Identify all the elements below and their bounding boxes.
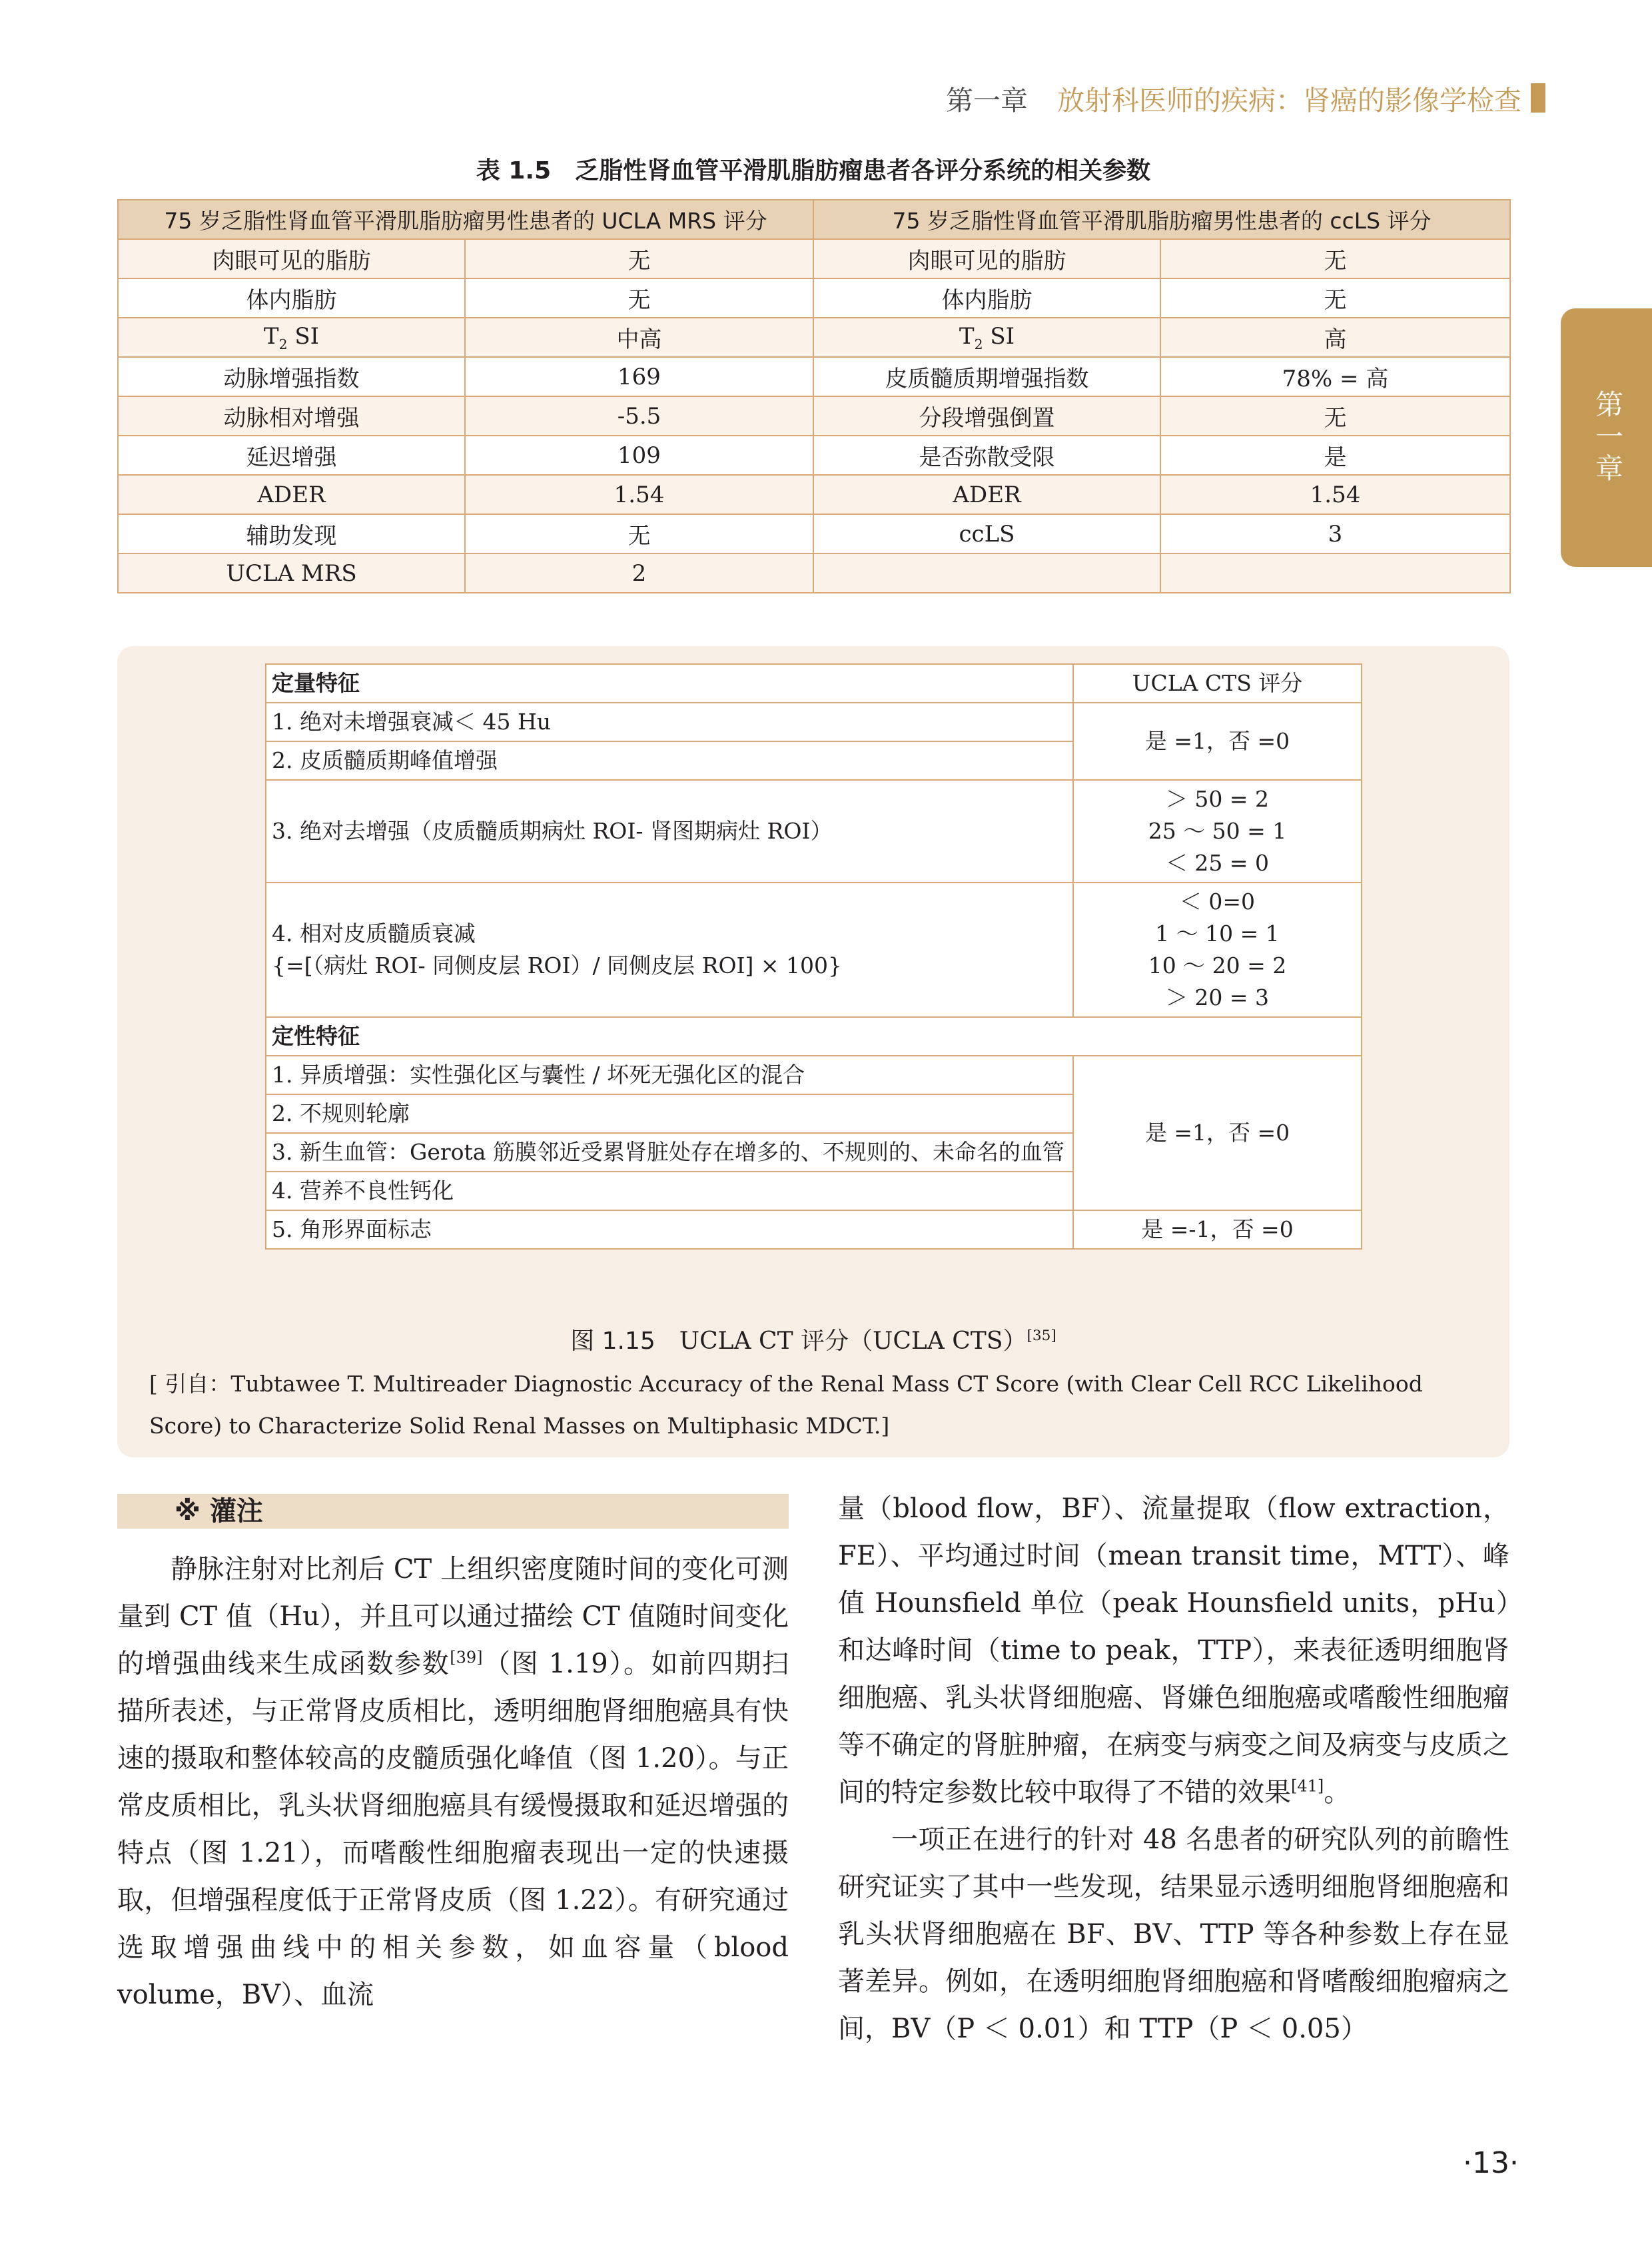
figure-ref: [35] xyxy=(1027,1327,1056,1344)
score-cell: 是 =1，否 =0 xyxy=(1073,1056,1362,1210)
header-title: 放射科医师的疾病：肾癌的影像学检查 xyxy=(1057,84,1521,117)
table-cell: 高 xyxy=(1160,318,1510,357)
right-column xyxy=(838,1485,1509,2053)
table-row xyxy=(118,278,1510,318)
table-row xyxy=(118,514,1510,554)
table-cell: 肉眼可见的脂肪 xyxy=(813,239,1160,278)
feature-cell: 2. 不规则轮廓 xyxy=(266,1094,1073,1133)
feature-cell: 3. 绝对去增强（皮质髓质期病灶 ROI- 肾图期病灶 ROI） xyxy=(266,780,1073,883)
table-cell: 无 xyxy=(465,239,813,278)
feature-cell: 2. 皮质髓质期峰值增强 xyxy=(266,741,1073,780)
page-number: ·13· xyxy=(1463,2146,1519,2180)
table-cell: 无 xyxy=(1160,278,1510,318)
table-row xyxy=(266,883,1362,1017)
table-cell: 169 xyxy=(465,357,813,396)
section-heading: ※ 灌注 xyxy=(117,1494,789,1529)
table-row xyxy=(266,1056,1362,1094)
table-cell: 3 xyxy=(1160,514,1510,554)
table-row xyxy=(118,239,1510,278)
table-cell: UCLA MRS xyxy=(118,554,465,593)
table-row xyxy=(266,703,1362,741)
table-right-header: 75 岁乏脂性肾血管平滑肌脂肪瘤男性患者的 ccLS 评分 xyxy=(813,200,1510,239)
table-cell: 无 xyxy=(1160,396,1510,436)
table-cell: 109 xyxy=(465,436,813,475)
table-cell xyxy=(813,554,1160,593)
paragraph: 量（blood flow，BF）、流量提取（flow extraction，FE）、平均通过时间（mean transit time，MTT）、峰值 Hounsfield 单位（peak Hounsfield units，pHu）和达峰时间（time to peak，TTP），来表征透明细胞肾细胞癌、乳头状肾细胞癌、肾嫌色细胞癌或嗜酸性细胞瘤等不确定的肾脏肿瘤，在病变与病变之间及病变与皮质之间的特定参数比较中取得了不错的效果[41]。 xyxy=(838,1493,1509,1808)
table-row xyxy=(118,475,1510,514)
table-cell: -5.5 xyxy=(465,396,813,436)
feature-cell: 1. 绝对未增强衰减＜ 45 Hu xyxy=(266,703,1073,741)
table-cell: 体内脂肪 xyxy=(813,278,1160,318)
table-caption: 表 1.5 乏脂性肾血管平滑肌脂肪瘤患者各评分系统的相关参数 xyxy=(476,157,1151,185)
table-cell: 1.54 xyxy=(465,475,813,514)
table-cell: 是 xyxy=(1160,436,1510,475)
figure-number: 图 1.15 xyxy=(570,1327,655,1355)
table-row xyxy=(118,396,1510,436)
table-row xyxy=(118,357,1510,396)
qualitative-header: 定性特征 xyxy=(266,1017,1362,1056)
header-chapter: 第一章 xyxy=(946,84,1028,117)
table-cell: 肉眼可见的脂肪 xyxy=(118,239,465,278)
table-cell: 体内脂肪 xyxy=(118,278,465,318)
table-row xyxy=(266,1017,1362,1056)
table-cell-t2si: $T_2$ SI xyxy=(813,318,1160,357)
figure-title: UCLA CT 评分（UCLA CTS） xyxy=(655,1327,1027,1355)
table-cell: 2 xyxy=(465,554,813,593)
figure-citation: [ 引自：Tubtawee T. Multireader Diagnostic Accuracy of the Renal Mass CT Score (with Clear Cell RCC Likelihood Score) to Characterize Solid Renal Masses on Multiphasic MDCT.] xyxy=(149,1371,1423,1439)
ucla-cts-table xyxy=(265,663,1362,1250)
score-header: UCLA CTS 评分 xyxy=(1073,664,1362,703)
table-cell: 动脉相对增强 xyxy=(118,396,465,436)
table-row xyxy=(266,1210,1362,1249)
table-cell-t2si: $T_2$ SI xyxy=(118,318,465,357)
left-column xyxy=(117,1546,789,2019)
feature-cell: 4. 营养不良性钙化 xyxy=(266,1172,1073,1210)
feature-cell: 5. 角形界面标志 xyxy=(266,1210,1073,1249)
table-cell: ccLS xyxy=(813,514,1160,554)
paragraph: 静脉注射对比剂后 CT 上组织密度随时间的变化可测量到 CT 值（Hu），并且可以通过描绘 CT 值随时间变化的增强曲线来生成函数参数[39]（图 1.19）。如前四期扫描所表述，与正常肾皮质相比，透明细胞肾细胞癌具有快速的摄取和整体较高的皮髓质强化峰值（图 1.20）。与正常皮质相比，乳头状肾细胞癌具有缓慢摄取和延迟增强的特点（图 1.21），而嗜酸性细胞瘤表现出一定的快速摄取，但增强程度低于正常肾皮质（图 1.22）。有研究通过选取增强曲线中的相关参数，如血容量（blood volume，BV）、血流 xyxy=(117,1554,789,2010)
table-cell: ADER xyxy=(813,475,1160,514)
table-row xyxy=(118,318,1510,357)
feature-cell: 1. 异质增强：实性强化区与囊性 / 坏死无强化区的混合 xyxy=(266,1056,1073,1094)
table-row xyxy=(118,436,1510,475)
score-cell: 是 =-1，否 =0 xyxy=(1073,1210,1362,1249)
table-row xyxy=(266,664,1362,703)
table-cell: 中高 xyxy=(465,318,813,357)
table-cell: ADER xyxy=(118,475,465,514)
table-1-5 xyxy=(117,199,1511,593)
paragraph: 一项正在进行的针对 48 名患者的研究队列的前瞻性研究证实了其中一些发现，结果显示透明细胞肾细胞癌和乳头状肾细胞癌在 BF、BV、TTP 等各种参数上存在显著差异。例如，在透明细胞肾细胞癌和肾嗜酸细胞瘤病之间，BV（P ＜ 0.01）和 TTP（P ＜ 0.05） xyxy=(838,1824,1509,2044)
feature-cell: 3. 新生血管：Gerota 筋膜邻近受累肾脏处存在增多的、不规则的、未命名的血管 xyxy=(266,1133,1073,1172)
score-cell: ＞ 50 = 2 25 ～ 50 = 1 ＜ 25 = 0 xyxy=(1073,780,1362,883)
chapter-side-tab xyxy=(1561,308,1652,567)
table-row xyxy=(266,780,1362,883)
table-cell: 无 xyxy=(1160,239,1510,278)
chapter-side-tab-label: 第一章 xyxy=(1591,390,1624,486)
table-cell: 无 xyxy=(465,514,813,554)
table-cell: 是否弥散受限 xyxy=(813,436,1160,475)
table-row xyxy=(118,554,1510,593)
table-cell: 78% = 高 xyxy=(1160,357,1510,396)
table-cell: 动脉增强指数 xyxy=(118,357,465,396)
table-cell: 辅助发现 xyxy=(118,514,465,554)
score-cell: ＜ 0=0 1 ～ 10 = 1 10 ～ 20 = 2 ＞ 20 = 3 xyxy=(1073,883,1362,1017)
table-header-row xyxy=(118,200,1510,239)
table-left-header: 75 岁乏脂性肾血管平滑肌脂肪瘤男性患者的 UCLA MRS 评分 xyxy=(118,200,813,239)
table-cell xyxy=(1160,554,1510,593)
table-cell: 皮质髓质期增强指数 xyxy=(813,357,1160,396)
quantitative-header: 定量特征 xyxy=(266,664,1073,703)
figure-caption xyxy=(117,1322,1509,1356)
table-cell: 分段增强倒置 xyxy=(813,396,1160,436)
header-marker xyxy=(1531,83,1545,113)
table-cell: 无 xyxy=(465,278,813,318)
running-header xyxy=(946,75,1545,121)
table-cell: 1.54 xyxy=(1160,475,1510,514)
feature-cell: 4. 相对皮质髓质衰减 {=[（病灶 ROI- 同侧皮层 ROI）/ 同侧皮层 ROI] × 100} xyxy=(266,883,1073,1017)
table-cell: 延迟增强 xyxy=(118,436,465,475)
score-cell: 是 =1，否 =0 xyxy=(1073,703,1362,780)
